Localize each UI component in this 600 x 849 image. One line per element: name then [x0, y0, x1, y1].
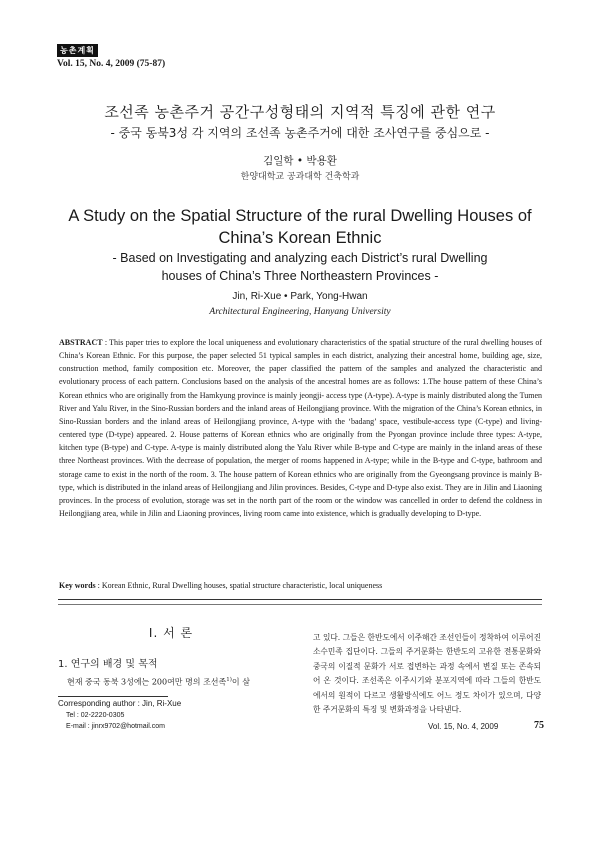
- keywords: [59, 581, 542, 590]
- english-authors: Jin, Ri-Xue • Park, Yong-Hwan: [232, 291, 368, 302]
- journal-badge: 농촌계획: [57, 44, 98, 57]
- body-text-right: 고 있다. 그들은 한반도에서 이주해간 조선인들이 정착하여 이루어진 소수민족 집단이다. 그들의 주거문화는 한반도의 고유한 전통문화와 중국의 이질적 문화가 서로 접변하는 과정 속에서 변질 또는 존속되어 온 것이다. 조선족은 이주시기와 분포지역에 따라 그들의 한반도에서의 원적이 다르고 생활방식에도 어느 정도 차이가 있으며, 다양한 주거문화의 특징 및 변화과정을 나타낸다.: [313, 633, 541, 715]
- subsection-heading: 1. 연구의 배경 및 목적: [58, 659, 158, 670]
- english-affiliation: Architectural Engineering, Hanyang University: [209, 307, 391, 317]
- contact-info: [66, 710, 165, 732]
- korean-authors: 김일학 • 박용환: [263, 155, 337, 167]
- footnote-marker: 1): [226, 677, 232, 683]
- abstract: [59, 336, 542, 520]
- abstract-text: : This paper tries to explore the local uniqueness and evolutionary characteristics of the spatial structure of the rural dwelling houses of China’s Korean Ethnic. For this purpose, the paper selected 51 typical samples in each district, analyzing their ancestral home, building age, size, construction method, family composition etc. Moreover, the paper classified the pattern of the samples and analyzed the characteristic and evolutionary process of each pattern. Conclusions based on the analysis of the ancestral homes are as follows: 1.The house pattern of these China’s Korean ethnics who are originally from the Hamkyung province is mainly jeongji- access type (A-type). A-type is mainly distributed along the Tumen River and Yalu River, in the Sino-Russian borders and the inland areas of Heilongjiang province. With the migration of the China’s Korean ethnics, in Sino-Russian borders and the inland areas of Heilongjiang province, A-type with the ‘badang’ space, vestibule-access type (C-type) and living-centered type (D-type) appeared. 2. House patterns of Korean ethnics who are originally from the Pyongan province include three types: A-type, kitchen type (B-type) and C-type. A-type is mainly distributed along the Yalu River while B-type and C-type are mainly in the inland areas of these three Northeast provinces. With the decrease of population, the merger of rooms happened in A-type; while in the B-type and C-type, bathroom and storage came to exist in the north of the room. 3. The house pattern of Korean ethnics who are originally from the Gyeongsang province is mainly B-type, which is distributed in the inland areas of Heilongjiang and Jilin provinces. Besides, C-type and D-type also exist. They are in Jilin and Liaoning provinces. In the process of evolution, storage was set in the north part of the room or the window was cancelled in order to defend the coldness in Heilongjiang area, while in Jilin and Liaoning provinces, living room came into existence, which is gradually developing to D-type.: [59, 338, 542, 519]
- body-text-left-tail: 이 살: [231, 677, 250, 687]
- contact-email: E-mail : jinrx9702@hotmail.com: [66, 723, 165, 730]
- english-subtitle: [0, 249, 600, 285]
- page-number: 75: [534, 720, 544, 731]
- section-heading: Ⅰ. 서 론: [148, 626, 194, 640]
- korean-title: 조선족 농촌주거 공간구성형태의 지역적 특징에 관한 연구: [104, 103, 496, 121]
- volume-line: Vol. 15, No. 4, 2009 (75-87): [57, 59, 166, 69]
- abstract-label: ABSTRACT: [59, 338, 103, 347]
- korean-affiliation: 한양대학교 공과대학 건축학과: [240, 172, 360, 182]
- corresponding-author: Corresponding author : Jin, Ri-Xue: [58, 699, 182, 708]
- body-text-left: [67, 673, 287, 690]
- body-text-left-main: 현재 중국 동북 3성에는 200여만 명의 조선족: [67, 677, 227, 687]
- english-subtitle-line1: - Based on Investigating and analyzing each District’s rural Dwelling: [112, 251, 488, 265]
- divider: [58, 599, 542, 600]
- english-subtitle-line2: houses of China’s Three Northeastern Provinces -: [161, 269, 439, 283]
- english-title: [0, 205, 600, 249]
- english-title-line1: A Study on the Spatial Structure of the rural Dwelling Houses of: [68, 207, 532, 225]
- keywords-label: Key words: [59, 581, 96, 590]
- korean-subtitle: - 중국 동북3성 각 지역의 조선족 농촌주거에 대한 조사연구를 중심으로 -: [110, 126, 490, 140]
- footer-volume: Vol. 15, No. 4, 2009: [428, 722, 499, 731]
- divider: [58, 604, 542, 605]
- footnote-divider: [58, 696, 168, 697]
- contact-tel: Tel : 02-2220-0305: [66, 712, 125, 719]
- english-title-line2: China’s Korean Ethnic: [218, 229, 382, 247]
- keywords-text: : Korean Ethnic, Rural Dwelling houses, spatial structure characteristic, local uniqueness: [95, 581, 383, 590]
